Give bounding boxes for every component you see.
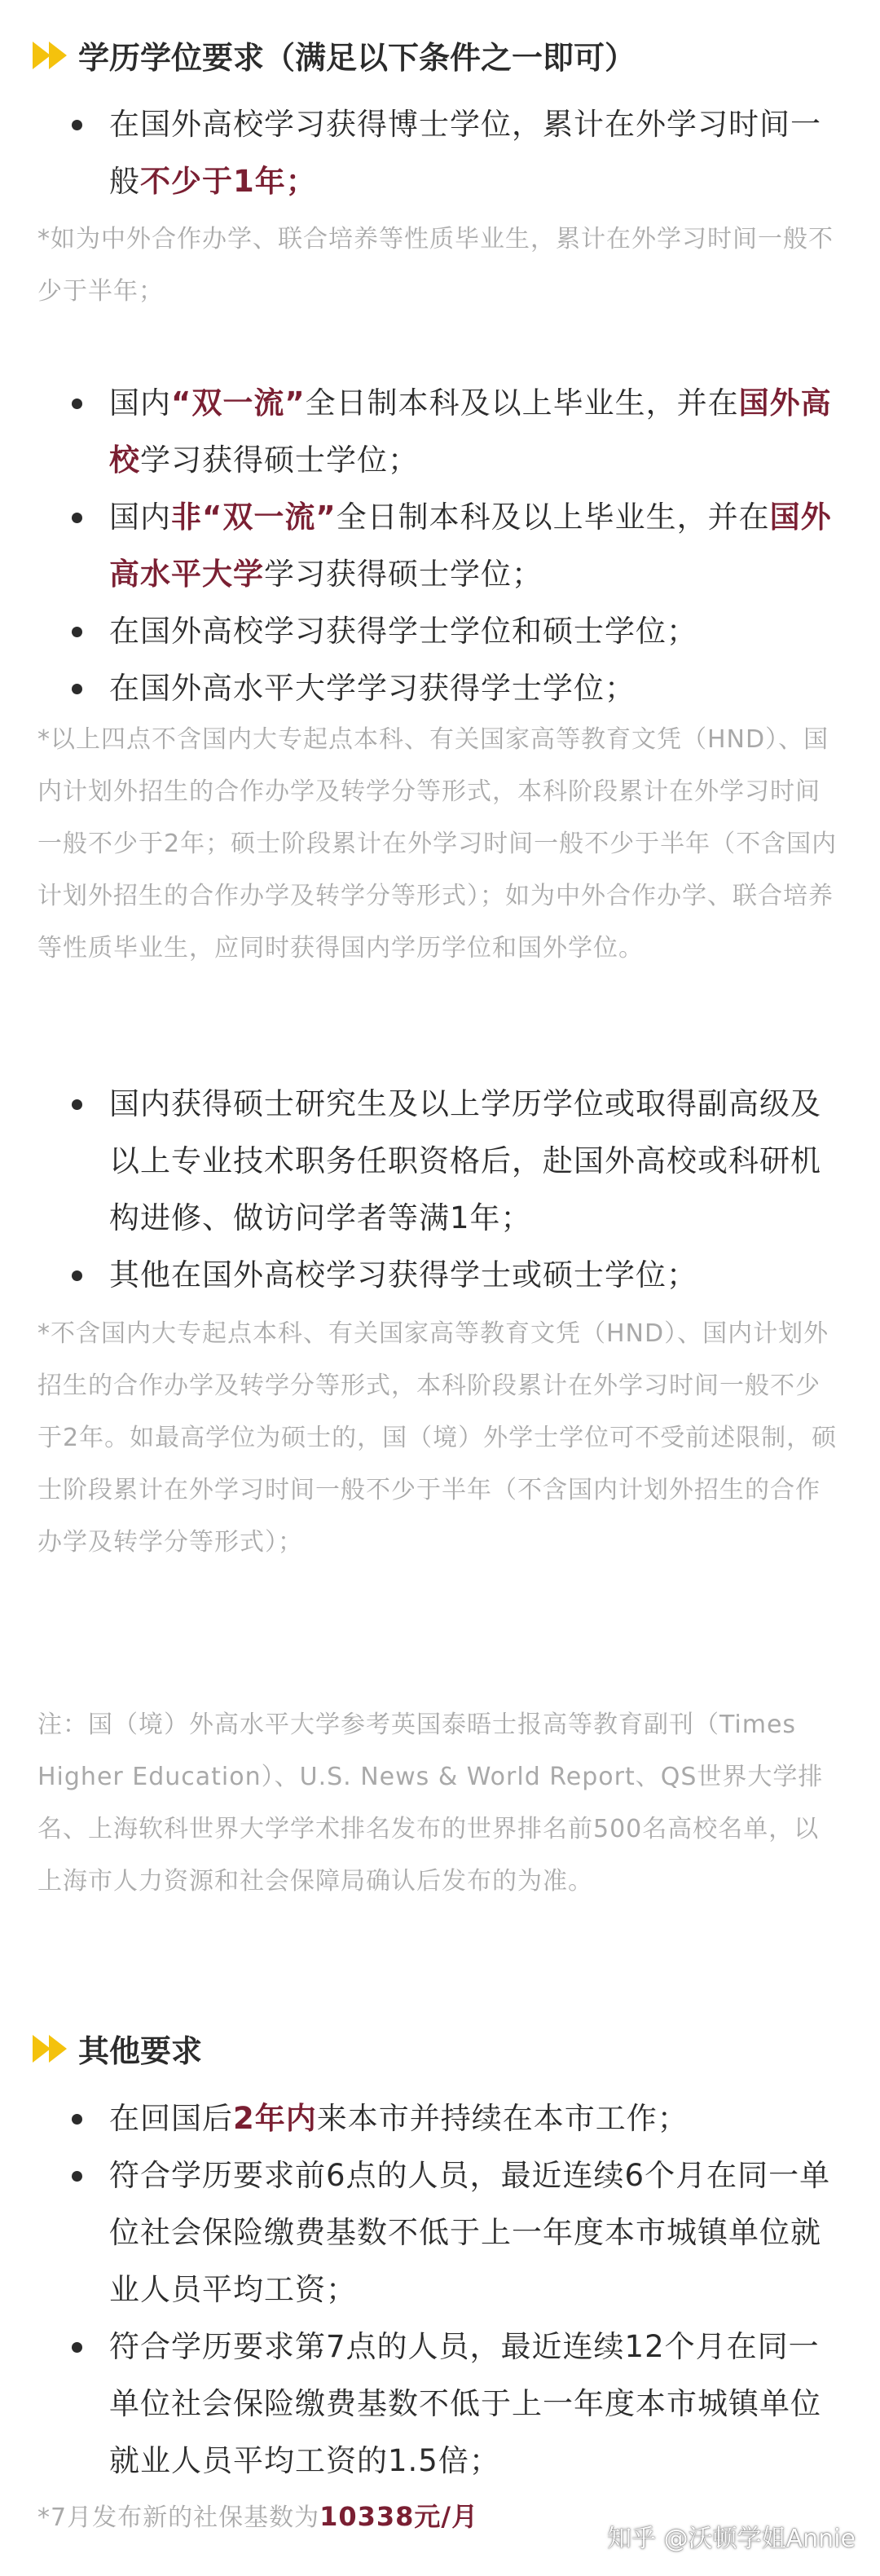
bullet-list-phd	[0, 96, 880, 210]
footnote: *不含国内大专起点本科、有关国家高等教育文凭（HND）、国内计划外招生的合作办学及转学分等形式，本科阶段累计在外学习时间一般不少于2年。如最高学位为硕士的，国（境）外学士学位可不受前述限制，硕士阶段累计在外学习时间一般不少于半年（不含国内计划外招生的合作办学及转学分等形式）；	[37, 1319, 838, 1557]
list-item: 符合学历要求前6点的人员，最近连续6个月在同一单位社会保险缴费基数不低于上一年度本市城镇单位就业人员平均工资；	[0, 2147, 880, 2318]
bullet-list-masters	[0, 375, 880, 717]
list-item: 在国外高校学习获得学士学位和硕士学位；	[0, 603, 880, 660]
double-arrow-icon	[33, 42, 70, 69]
social-insurance-note: *7月发布新的社保基数为10338元/月	[37, 2501, 479, 2532]
list-item: 符合学历要求第7点的人员，最近连续12个月在同一单位社会保险缴费基数不低于上一年度本市城镇单位就业人员平均工资的1.5倍；	[0, 2318, 880, 2490]
watermark: 知乎 @沃顿学姐Annie	[607, 2525, 856, 2553]
section-title: 学历学位要求（满足以下条件之一即可）	[78, 40, 636, 76]
list-item: 其他在国外高校学习获得学士或硕士学位；	[0, 1247, 880, 1304]
list-item: 在国外高校学习获得博士学位，累计在外学习时间一般不少于1年；	[0, 96, 880, 210]
footnote: *如为中外合作办学、联合培养等性质毕业生，累计在外学习时间一般不少于半年；	[37, 225, 834, 306]
bullet-list-other	[0, 2090, 880, 2490]
list-item: 国内“双一流”全日制本科及以上毕业生，并在国外高校学习获得硕士学位；	[0, 375, 880, 489]
list-item: 在国外高水平大学学习获得学士学位；	[0, 660, 880, 717]
list-item: 国内获得硕士研究生及以上学历学位或取得副高级及以上专业技术职务任职资格后，赴国外高校或科研机构进修、做访问学者等满1年；	[0, 1076, 880, 1247]
list-item: 在回国后2年内来本市并持续在本市工作；	[0, 2090, 880, 2147]
double-arrow-icon	[33, 2035, 70, 2063]
section-heading-other	[33, 2026, 202, 2071]
ranking-note: 注：国（境）外高水平大学参考英国泰晤士报高等教育副刊（Times Higher Education）、U.S. News & World Report、QS世界大学排名、上海软科世界大学学术排名发布的世界排名前500名高校名单，以上海市人力资源和社会保障局确认后发布的为准。	[37, 1711, 824, 1896]
section-title: 其他要求	[78, 2033, 203, 2069]
footnote: *以上四点不含国内大专起点本科、有关国家高等教育文凭（HND）、国内计划外招生的合作办学及转学分等形式，本科阶段累计在外学习时间一般不少于2年；硕士阶段累计在外学习时间一般不少于半年（不含国内计划外招生的合作办学及转学分等形式）；如为中外合作办学、联合培养等性质毕业生，应同时获得国内学历学位和国外学位。	[37, 725, 838, 962]
bullet-list-visiting	[0, 1076, 880, 1304]
section-heading-education	[33, 33, 636, 77]
list-item: 国内非“双一流”全日制本科及以上毕业生，并在国外高水平大学学习获得硕士学位；	[0, 489, 880, 603]
